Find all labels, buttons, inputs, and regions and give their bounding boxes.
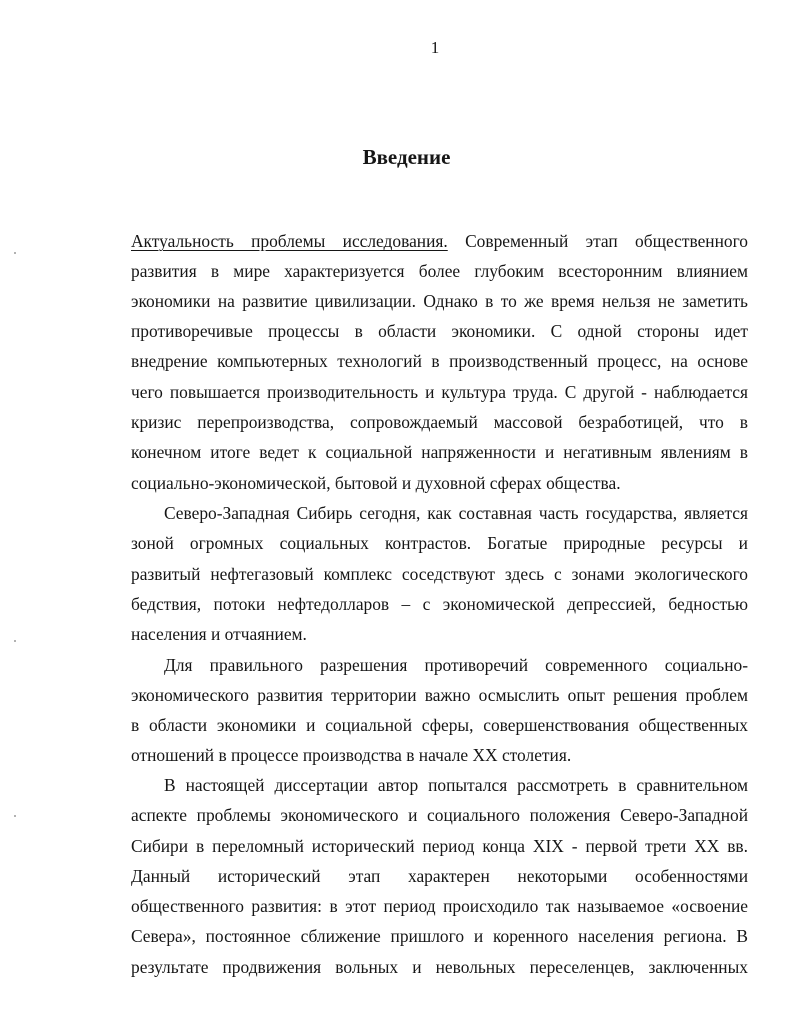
text-line: развитый нефтегазовый комплекс соседствуют здесь с зонами экологического bbox=[131, 564, 748, 584]
text-line: Северо-Западная Сибирь сегодня, как составная часть государства, является bbox=[164, 503, 748, 523]
text-line: кризис перепроизводства, сопровождаемый массовой безработицей, что в bbox=[131, 412, 748, 432]
text-line: Севера», постоянное сближение пришлого и коренного населения региона. В bbox=[131, 926, 748, 946]
scan-speck bbox=[14, 252, 16, 254]
text-line bbox=[131, 228, 748, 254]
text-line: в области экономики и социальной сферы, совершенствования общественных bbox=[131, 715, 748, 735]
text-line: противоречивые процессы в области экономики. С одной стороны идет bbox=[131, 321, 748, 341]
text-line: развития в мире характеризуется более глубоким всесторонним влиянием bbox=[131, 261, 748, 281]
page-number: 1 bbox=[430, 38, 440, 57]
text-line: В настоящей диссертации автор попытался рассмотреть в сравнительном bbox=[164, 775, 748, 795]
text-line-content: Современный этап общественного bbox=[447, 231, 748, 251]
text-line: внедрение компьютерных технологий в производственный процесс, на основе bbox=[131, 351, 748, 371]
text-line: Сибири в переломный исторический период конца XIX - первой трети XX вв. bbox=[131, 836, 748, 856]
scan-speck bbox=[14, 815, 16, 817]
text-line: экономического развития территории важно осмыслить опыт решения проблем bbox=[131, 685, 748, 705]
text-line: отношений в процессе производства в начале XX столетия. bbox=[131, 745, 572, 765]
text-line: чего повышается производительность и культура труда. С другой - наблюдается bbox=[131, 382, 748, 402]
scan-speck bbox=[14, 640, 16, 642]
page-title: Введение bbox=[362, 145, 451, 169]
text-line: Данный исторический этап характерен некоторыми особенностями bbox=[131, 866, 748, 886]
text-line: аспекте проблемы экономического и социального положения Северо-Западной bbox=[131, 805, 748, 825]
text-line: Для правильного разрешения противоречий современного социально- bbox=[164, 655, 748, 675]
text-line: зоной огромных социальных контрастов. Богатые природные ресурсы и bbox=[131, 533, 748, 553]
text-line: результате продвижения вольных и невольных переселенцев, заключенных bbox=[131, 957, 748, 977]
text-line: бедствия, потоки нефтедолларов – с экономической депрессией, бедностью bbox=[131, 594, 748, 614]
text-line: населения и отчаянием. bbox=[131, 624, 307, 644]
text-line: конечном итоге ведет к социальной напряженности и негативным явлениям в bbox=[131, 442, 748, 462]
text-line: экономики на развитие цивилизации. Однако в то же время нельзя не заметить bbox=[131, 291, 748, 311]
text-line: общественного развития: в этот период происходило так называемое «освоение bbox=[131, 896, 748, 916]
text-line: социально-экономической, бытовой и духовной сферах общества. bbox=[131, 473, 621, 493]
section-lead: Актуальность проблемы исследования. bbox=[131, 231, 448, 251]
